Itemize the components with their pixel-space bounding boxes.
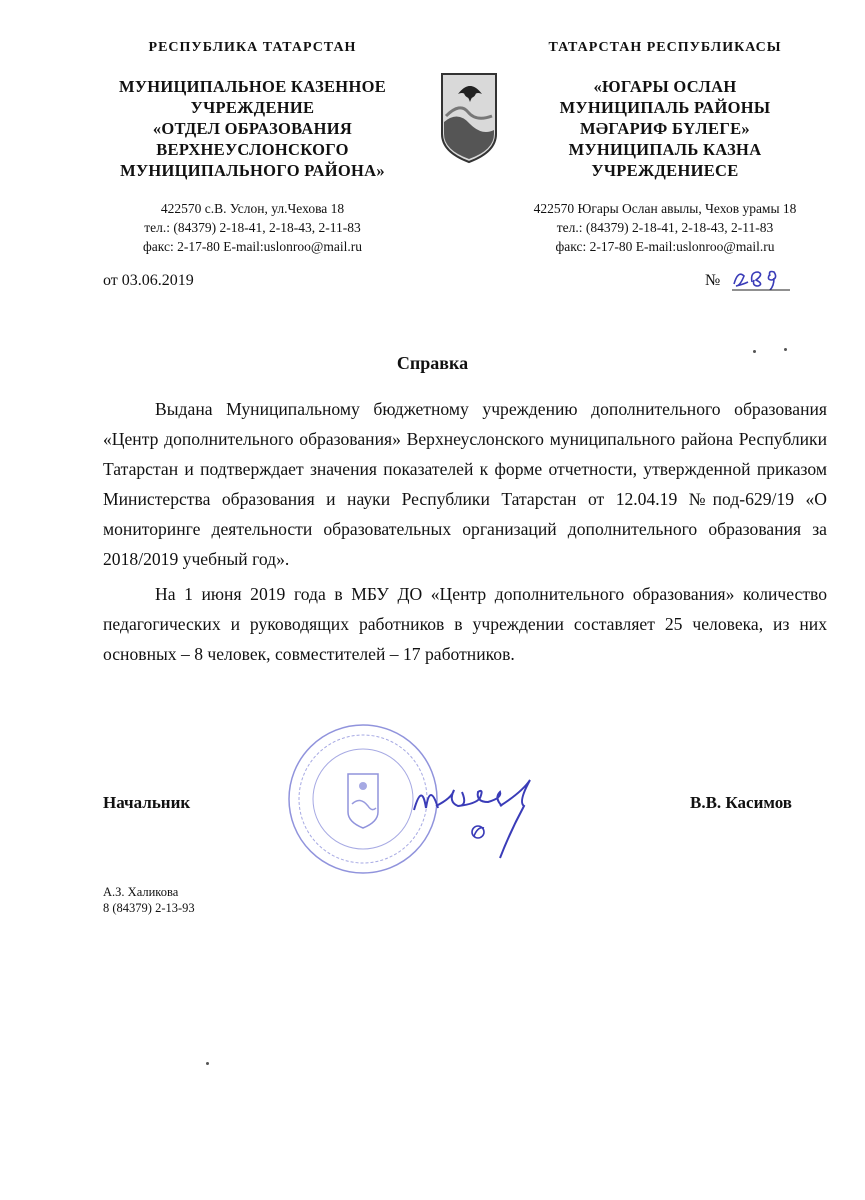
org-line: «ОТДЕЛ ОБРАЗОВАНИЯ [152, 119, 353, 138]
executor-info [103, 884, 195, 916]
org-line: ВЕРХНЕУСЛОНСКОГО [156, 140, 349, 159]
phone: тел.: (84379) 2-18-41, 2-18-43, 2-11-83 [144, 220, 361, 235]
document-number-label: № [705, 272, 721, 289]
paragraph: Выдана Муниципальному бюджетному учреждению дополнительного образования «Центр дополнительного образования» Верхнеуслонского муниципального района Республики Татарстан и подтверждает значения показателей к форме отчетности, утвержденной приказом Министерства образования и науки Республики Татарстан от 12.04.19 №под-629/19 «О мониторинге деятельности образовательных организаций дополнительного образования за 2018/2019 учебный год». [103, 399, 827, 569]
org-line: МУНИЦИПАЛЬ РАЙОНЫ [559, 98, 771, 117]
scan-speck [784, 348, 787, 351]
fax-email: факс: 2-17-80 E-mail:uslonroo@mail.ru [143, 239, 362, 254]
executor-name: А.З. Халикова [103, 885, 179, 899]
contacts-ru [80, 199, 425, 256]
org-name-ru [80, 76, 425, 181]
document-body [103, 394, 827, 674]
republic-name-tt: ТАТАРСТАН РЕСПУБЛИКАСЫ [548, 40, 782, 55]
paragraph: На 1 июня 2019 года в МБУ ДО «Центр дополнительного образования» количество педагогических и руководящих работников в учреждении составляет 25 человека, из них основных – 8 человек, совместителей – 17 работников. [103, 584, 827, 664]
executor-phone: 8 (84379) 2-13-93 [103, 901, 195, 915]
address: 422570 с.В. Услон, ул.Чехова 18 [160, 201, 345, 216]
org-line: МӘГАРИФ БҮЛЕГЕ» [580, 119, 750, 138]
handwritten-signature-icon [392, 762, 562, 862]
scan-speck [753, 350, 756, 353]
signatory-position: Начальник [103, 793, 191, 812]
republic-name-ru: РЕСПУБЛИКА ТАТАРСТАН [148, 40, 357, 55]
document-number-handwritten [730, 262, 792, 292]
scan-speck [206, 1062, 209, 1065]
org-line: УЧРЕЖДЕНИЕСЕ [591, 161, 739, 180]
org-name-tt [470, 76, 860, 181]
org-line: УЧРЕЖДЕНИЕ [190, 98, 315, 117]
org-line: «ЮГАРЫ ОСЛАН [593, 77, 737, 96]
header-right [470, 40, 860, 256]
fax-email: факс: 2-17-80 E-mail:uslonroo@mail.ru [555, 239, 775, 254]
header-left [80, 40, 425, 256]
phone: тел.: (84379) 2-18-41, 2-18-43, 2-11-83 [556, 220, 774, 235]
org-line: МУНИЦИПАЛЬНОГО РАЙОНА» [120, 161, 385, 180]
contacts-tt [470, 199, 860, 256]
document-date: от 03.06.2019 [103, 272, 194, 289]
org-line: МУНИЦИПАЛЬНОЕ КАЗЕННОЕ [118, 77, 387, 96]
signatory-name: В.В. Касимов [690, 793, 792, 812]
org-line: МУНИЦИПАЛЬ КАЗНА [568, 140, 762, 159]
address: 422570 Югары Ослан авылы, Чехов урамы 18 [533, 201, 797, 216]
document-title: Справка [396, 353, 469, 373]
